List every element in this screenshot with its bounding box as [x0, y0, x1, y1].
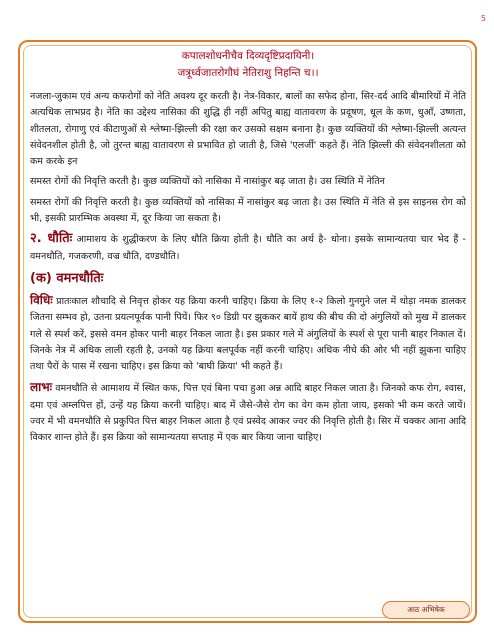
- section-heading-dhauti: २. धौतिः: [30, 231, 73, 247]
- sanskrit-verse: [30, 48, 466, 82]
- labh-label: लाभः: [30, 380, 53, 395]
- paragraph-neti-repeat: समस्त रोगों की निवृत्ति करती है। कुछ व्यक्तियों को नासिका में नासांकुर बढ़ जाता है। उस स्थिति में नेतिन: [30, 176, 385, 188]
- section-text-dhauti: आमाशय के शुद्धीकरण के लिए धौति क्रिया होती है। धौति का अर्थ है- धोना। इसके सामान्यतया चार भेद हैं - वमनधौति, गजकरणी, वज्र धौति, दण्डधौति।: [30, 234, 466, 262]
- paragraph-labh: [30, 379, 466, 446]
- verse-line-2: जत्रूर्ध्वजातरोगौघं नेतिराशु निहन्ति च।।: [177, 67, 319, 79]
- verse-line-1: कपालशोधनीचैव दिव्यदृष्टिप्रदायिनी।: [181, 50, 315, 62]
- paragraph-neti-benefits: नजला-जुकाम एवं अन्य कफरोगों को नेति अवश्य दूर करती है। नेत्र-विकार, बालों का सफेद होना, सिर-दर्द आदि बीमारियों में नेति अत्यधिक लाभप्रद है। नेति का उद्देश्य नासिका की शुद्धि ही नहीं अपितु बाह्य वातावरण के प्रदूषण, धूल के कण, धुआँ, उष्णता, शीतलता, रोगाणु एवं कीटाणुओं से श्लेष्मा-झिल्ली की रक्षा कर उसको सक्षम बनाना है। कुछ व्यक्तियों की श्लेष्मा-झिल्ली अत्यन्त संवेदनशील होती है, जो तुरन्त बाह्य वातावरण से प्रभावित हो जाती है, जिसे 'एलर्जी' कहते हैं। नेति झिल्ली की संवेदनशीलता को कम करके इन: [30, 91, 466, 168]
- vidhi-label: विधिः: [30, 292, 53, 307]
- paragraph-vidhi: [30, 292, 466, 375]
- paragraph-neti-sinus: समस्त रोगों की निवृत्ति करती है। कुछ व्यक्तियों को नासिका में नासांकुर बढ़ जाता है। उस स्थिति में नेति से इस साइनस रोग को भी, इसकी प्रारम्भिक अवस्था में, दूर किया जा सकता है।: [30, 196, 466, 225]
- vidhi-text: प्रातःकाल शौचादि से निवृत्त होकर यह क्रिया करनी चाहिए। क्रिया के लिए १-२ किलो गुनगुने जल में थोड़ा नमक डालकर जितना सम्भव हो, उतना प्रयत्नपूर्वक पानी पियें। फिर ९० डिग्री पर झुककर बायें हाथ की बीच की दो अंगुलियों को मुख में डालकर गले से स्पर्श करें, इससे वमन होकर पानी बाहर निकल जाता है। इस प्रकार गले में अंगुलियों के स्पर्श से पूरा पानी बाहर निकाल दें। जिनके नेत्र में अधिक लाली रहती है, उनको यह क्रिया बलपूर्वक नहीं करनी चाहिए। अधिक नीचे की ओर भी नहीं झुकना चाहिए तथा पैरों के पास में रखना चाहिए। इस क्रिया को 'बाघी क्रिया' भी कहते हैं।: [30, 295, 466, 373]
- subsection-heading-vamandhauti: (क) वमनधौतिः: [30, 270, 104, 286]
- labh-text: वमनधौति से आमाशय में स्थित कफ, पित्त एवं बिना पचा हुआ अन्न आदि बाहर निकल जाता है। जिनको कफ रोग, श्वास, दमा एवं अम्लपित्त हों, उन्हें यह क्रिया करनी चाहिए। बाद में जैसे-जैसे रोग का वेग कम होता जाय, इसको भी कम करते जायें। ज्वर में भी वमनधौति से प्रकुपित पित्त बाहर निकल आता है एवं प्रस्वेद आकर ज्वर की निवृत्ति होती है। सिर में चक्कर आना आदि विकार शान्त होते हैं। इस क्रिया को सामान्यतया सप्ताह में एक बार किया जाना चाहिए।: [30, 383, 466, 444]
- page-content: [30, 48, 466, 451]
- footer-badge: आठ अभिषेक: [382, 601, 470, 619]
- page-number: 5: [480, 14, 486, 23]
- section-dhauti: [30, 231, 466, 265]
